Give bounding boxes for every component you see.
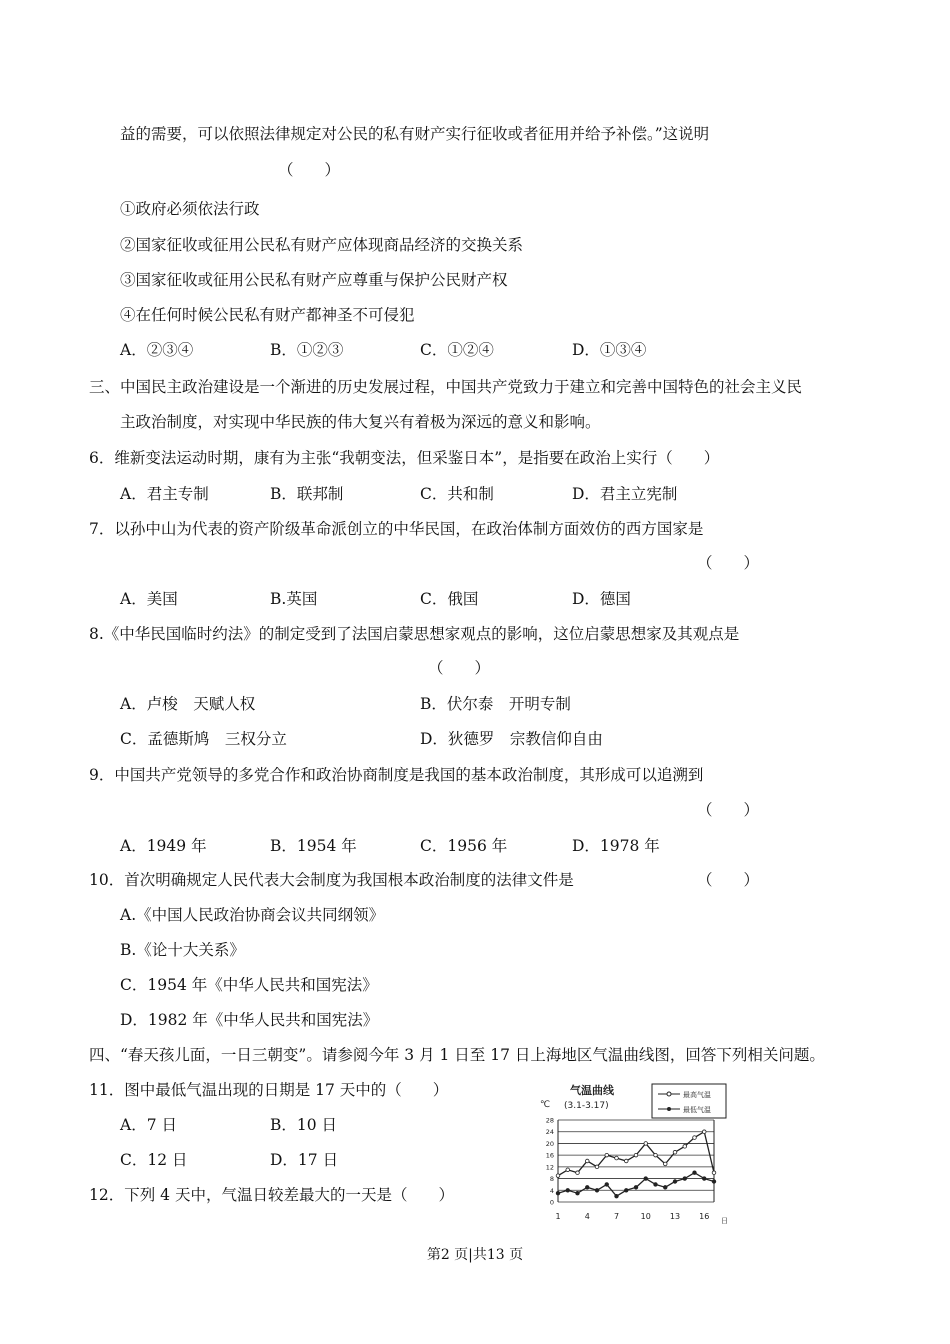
high-temp-point bbox=[683, 1145, 687, 1149]
high-temp-point bbox=[605, 1153, 609, 1157]
high-temp-point bbox=[663, 1162, 667, 1166]
low-temp-point bbox=[712, 1180, 716, 1184]
q8-paren: （ ） bbox=[428, 659, 491, 677]
q7-option-b: B.英国 bbox=[270, 590, 318, 608]
high-temp-point bbox=[644, 1142, 648, 1146]
section-4-heading: 四、“春天孩儿面，一日三朝变”。请参阅今年 3 月 1 日至 17 日上海地区气温曲线图，回答下列相关问题。 bbox=[89, 1046, 825, 1064]
question-9: 9．中国共产党领导的多党合作和政治协商制度是我国的基本政治制度，其形成可以追溯到 bbox=[89, 766, 704, 784]
statement-1: ①政府必须依法行政 bbox=[120, 200, 260, 218]
legend-marker-high bbox=[667, 1092, 671, 1096]
low-temp-point bbox=[605, 1183, 609, 1187]
high-temp-point bbox=[624, 1159, 628, 1163]
high-temp-point bbox=[556, 1174, 560, 1178]
q9-paren: （ ） bbox=[697, 801, 760, 819]
high-temp-point bbox=[576, 1171, 580, 1175]
q7-option-d: D．德国 bbox=[572, 590, 631, 608]
question-7: 7．以孙中山为代表的资产阶级革命派创立的中华民国，在政治体制方面效仿的西方国家是 bbox=[89, 520, 704, 538]
high-temp-point bbox=[693, 1136, 697, 1140]
x-tick-label: 4 bbox=[584, 1212, 590, 1221]
statement-4: ④在任何时候公民私有财产都神圣不可侵犯 bbox=[120, 306, 415, 324]
y-tick-label: 4 bbox=[549, 1186, 554, 1195]
low-temp-point bbox=[663, 1186, 667, 1190]
legend-label-low: 最低气温 bbox=[683, 1106, 711, 1114]
section-3-heading-cont: 主政治制度，对实现中华民族的伟大复兴有着极为深远的意义和影响。 bbox=[120, 413, 601, 431]
option-c: C．①②④ bbox=[420, 341, 494, 359]
x-tick-label: 13 bbox=[669, 1212, 681, 1221]
chart-legend bbox=[652, 1084, 726, 1118]
high-temp-point bbox=[673, 1150, 677, 1154]
y-tick-label: 12 bbox=[545, 1163, 554, 1172]
statement-2: ②国家征收或征用公民私有财产应体现商品经济的交换关系 bbox=[120, 236, 524, 254]
y-tick-label: 24 bbox=[545, 1128, 554, 1137]
q10-option-d: D．1982 年《中华人民共和国宪法》 bbox=[120, 1011, 379, 1029]
y-tick-label: 28 bbox=[545, 1116, 554, 1125]
page-footer: 第2 页|共13 页 bbox=[426, 1247, 524, 1263]
q8-option-d: D．狄德罗 宗教信仰自由 bbox=[420, 730, 603, 748]
low-temp-point bbox=[624, 1188, 628, 1192]
low-temp-line bbox=[558, 1173, 714, 1196]
low-temp-point bbox=[673, 1180, 677, 1184]
q9-option-b: B．1954 年 bbox=[270, 837, 357, 855]
q11-option-c: C．12 日 bbox=[120, 1151, 188, 1169]
q11-option-d: D．17 日 bbox=[270, 1151, 339, 1169]
statement-3: ③国家征收或征用公民私有财产应尊重与保护公民财产权 bbox=[120, 271, 508, 289]
section-3-heading: 三、中国民主政治建设是一个渐进的历史发展过程，中国共产党致力于建立和完善中国特色的社会主义民 bbox=[89, 378, 803, 396]
question-12: 12．下列 4 天中，气温日较差最大的一天是（ ） bbox=[89, 1186, 454, 1204]
high-temp-point bbox=[566, 1168, 570, 1172]
q7-paren: （ ） bbox=[697, 554, 760, 572]
temperature-chart bbox=[522, 1078, 730, 1228]
high-temp-point bbox=[595, 1165, 599, 1169]
question-8: 8.《中华民国临时约法》的制定受到了法国启蒙思想家观点的影响，这位启蒙思想家及其观点是 bbox=[89, 625, 740, 643]
q10-paren: （ ） bbox=[697, 871, 760, 889]
option-b: B．①②③ bbox=[270, 341, 344, 359]
q11-option-b: B．10 日 bbox=[270, 1116, 338, 1134]
legend-label-high: 最高气温 bbox=[683, 1091, 711, 1099]
high-temp-point bbox=[634, 1153, 638, 1157]
high-temp-point bbox=[615, 1156, 619, 1160]
chart-subtitle: (3.1-3.17) bbox=[564, 1101, 609, 1111]
high-temp-point bbox=[654, 1153, 658, 1157]
q6-option-d: D．君主立宪制 bbox=[572, 485, 678, 503]
chart-title: 气温曲线 bbox=[570, 1084, 614, 1097]
q9-option-a: A．1949 年 bbox=[120, 837, 207, 855]
low-temp-point bbox=[702, 1177, 706, 1181]
low-temp-point bbox=[693, 1171, 697, 1175]
q6-option-c: C．共和制 bbox=[420, 485, 494, 503]
low-temp-point bbox=[595, 1188, 599, 1192]
low-temp-point bbox=[644, 1177, 648, 1181]
y-tick-label: 16 bbox=[545, 1151, 554, 1160]
y-tick-label: 8 bbox=[549, 1175, 554, 1184]
low-temp-point bbox=[566, 1188, 570, 1192]
high-temp-point bbox=[702, 1130, 706, 1134]
question-6: 6．维新变法运动时期，康有为主张“我朝变法，但采鉴日本”，是指要在政治上实行（ ） bbox=[89, 449, 720, 467]
q10-option-b: B.《论十大关系》 bbox=[120, 941, 245, 959]
answer-paren: （ ） bbox=[278, 161, 341, 179]
q7-option-a: A．美国 bbox=[120, 590, 178, 608]
q6-option-b: B．联邦制 bbox=[270, 485, 344, 503]
low-temp-point bbox=[585, 1186, 589, 1190]
q8-option-c: C．孟德斯鸠 三权分立 bbox=[120, 730, 287, 748]
q11-option-a: A．7 日 bbox=[120, 1116, 177, 1134]
y-tick-label: 20 bbox=[545, 1139, 554, 1148]
option-a: A．②③④ bbox=[120, 341, 194, 359]
low-temp-point bbox=[654, 1183, 658, 1187]
low-temp-point bbox=[615, 1194, 619, 1198]
intro-line: 益的需要，可以依照法律规定对公民的私有财产实行征收或者征用并给予补偿。”这说明 bbox=[120, 125, 710, 143]
chart-x-unit: 日 bbox=[721, 1217, 728, 1225]
high-temp-point bbox=[585, 1159, 589, 1163]
low-temp-point bbox=[634, 1186, 638, 1190]
low-temp-point bbox=[576, 1191, 580, 1195]
q9-option-c: C．1956 年 bbox=[420, 837, 508, 855]
low-temp-point bbox=[556, 1191, 560, 1195]
q8-option-a: A．卢梭 天赋人权 bbox=[120, 695, 256, 713]
q10-option-c: C．1954 年《中华人民共和国宪法》 bbox=[120, 976, 378, 994]
x-tick-label: 10 bbox=[640, 1212, 651, 1221]
high-temp-point bbox=[712, 1171, 716, 1175]
q6-option-a: A．君主专制 bbox=[120, 485, 209, 503]
x-tick-label: 1 bbox=[555, 1212, 561, 1221]
q9-option-d: D．1978 年 bbox=[572, 837, 660, 855]
q8-option-b: B．伏尔泰 开明专制 bbox=[420, 695, 571, 713]
x-tick-label: 16 bbox=[699, 1212, 710, 1221]
option-d: D．①③④ bbox=[572, 341, 647, 359]
q10-option-a: A.《中国人民政治协商会议共同纲领》 bbox=[120, 906, 385, 924]
y-tick-label: 0 bbox=[549, 1198, 554, 1207]
x-tick-label: 7 bbox=[613, 1212, 620, 1221]
q7-option-c: C．俄国 bbox=[420, 590, 479, 608]
question-10: 10．首次明确规定人民代表大会制度为我国根本政治制度的法律文件是 bbox=[89, 871, 574, 889]
legend-marker-low bbox=[667, 1107, 671, 1111]
low-temp-point bbox=[683, 1177, 687, 1181]
chart-y-unit: ℃ bbox=[540, 1100, 551, 1110]
question-11: 11．图中最低气温出现的日期是 17 天中的（ ） bbox=[89, 1081, 449, 1099]
